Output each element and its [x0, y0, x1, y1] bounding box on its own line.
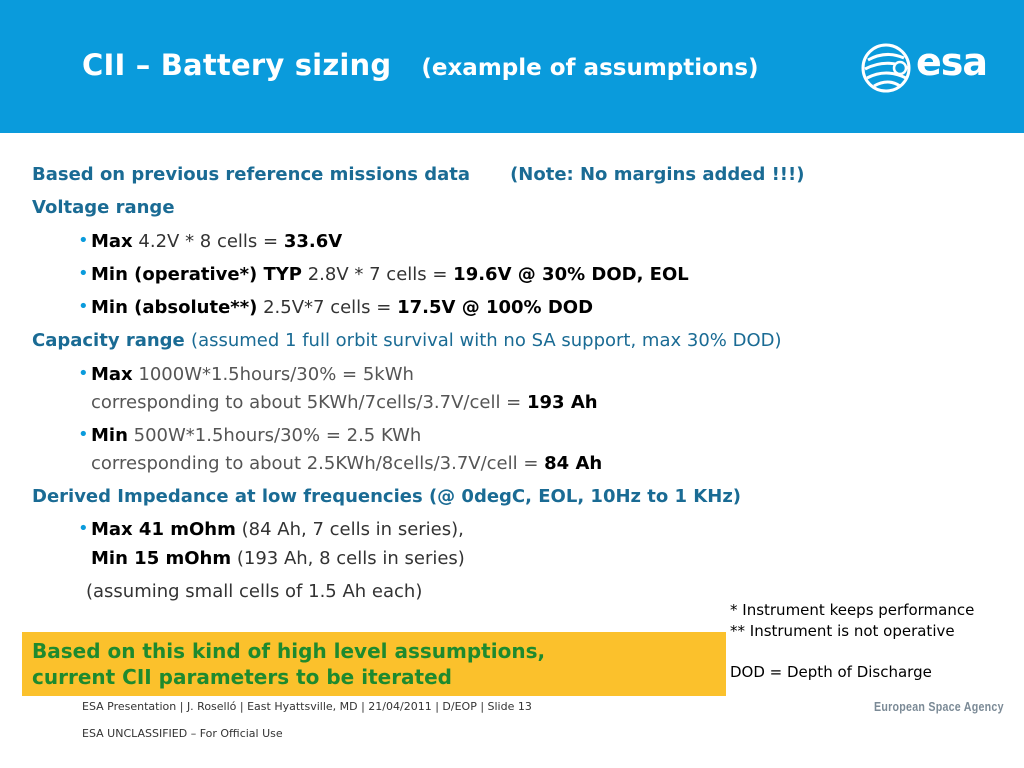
callout-line1: Based on this kind of high level assumptions,: [32, 639, 546, 663]
voltage-min-typ-calc: 2.8V * 7 cells =: [307, 264, 454, 285]
capacity-min-calc: 500W*1.5hours/30% = 2.5 KWh: [133, 425, 422, 446]
intro-line: [32, 164, 804, 185]
voltage-heading: Voltage range: [32, 197, 175, 218]
voltage-min-typ-item: [91, 264, 689, 285]
capacity-min-item: [91, 425, 421, 446]
footer-presentation: ESA Presentation | J. Roselló | East Hyattsville, MD | 21/04/2011 | D/EOP | Slide 13: [82, 700, 532, 713]
esa-logo: [860, 42, 1000, 94]
impedance-heading: Derived Impedance at low frequencies (@ 0degC, EOL, 10Hz to 1 KHz): [32, 486, 742, 507]
voltage-min-abs-calc: 2.5V*7 cells =: [263, 297, 398, 318]
slide-title: [82, 48, 759, 82]
esa-globe-icon: [860, 42, 914, 94]
footer-agency: European Space Agency: [874, 699, 1004, 714]
slide-header: [0, 0, 1024, 133]
title-main: CII – Battery sizing: [82, 48, 392, 82]
voltage-max-result: 33.6V: [283, 231, 343, 252]
intro-text: Based on previous reference missions data: [32, 164, 471, 185]
capacity-heading: Capacity range: [32, 330, 185, 351]
voltage-min-abs-result: 17.5V @ 100% DOD: [397, 297, 594, 318]
impedance-max-item: [91, 519, 464, 540]
voltage-max-label: Max: [91, 231, 133, 252]
voltage-max-item: [91, 231, 342, 252]
intro-note: (Note: No margins added !!!): [510, 164, 805, 185]
capacity-min-corresponding: corresponding to about 2.5KWh/8cells/3.7V/cell =: [91, 453, 545, 474]
capacity-min-line2: [91, 453, 602, 474]
voltage-max-calc: 4.2V * 8 cells =: [138, 231, 284, 252]
footer-classification: ESA UNCLASSIFIED – For Official Use: [82, 727, 283, 740]
impedance-min-note: (193 Ah, 8 cells in series): [236, 548, 465, 569]
callout-line2: current CII parameters to be iterated: [32, 665, 452, 689]
footnote-star2: ** Instrument is not operative: [730, 622, 955, 640]
voltage-min-typ-result: 19.6V @ 30% DOD, EOL: [453, 264, 689, 285]
capacity-max-item: [91, 364, 414, 385]
title-subtitle: (example of assumptions): [421, 55, 759, 81]
voltage-min-abs-item: [91, 297, 593, 318]
conclusion-callout: [22, 632, 726, 696]
impedance-min-label: Min 15 mOhm: [91, 548, 232, 569]
capacity-max-label: Max: [91, 364, 133, 385]
capacity-note: (assumed 1 full orbit survival with no SA support, max 30% DOD): [191, 330, 782, 351]
capacity-max-calc: 1000W*1.5hours/30% = 5kWh: [138, 364, 414, 385]
esa-wordmark: esa: [916, 40, 988, 84]
impedance-assumption: (assuming small cells of 1.5 Ah each): [86, 581, 423, 602]
capacity-min-result: 84 Ah: [544, 453, 603, 474]
impedance-min-item: [91, 548, 465, 569]
impedance-max-label: Max 41 mOhm: [91, 519, 236, 540]
voltage-min-typ-label: Min (operative*) TYP: [91, 264, 302, 285]
capacity-min-label: Min: [91, 425, 128, 446]
capacity-max-result: 193 Ah: [526, 392, 598, 413]
capacity-max-corresponding: corresponding to about 5KWh/7cells/3.7V/cell =: [91, 392, 527, 413]
impedance-max-note: (84 Ah, 7 cells in series),: [241, 519, 464, 540]
capacity-max-line2: [91, 392, 598, 413]
footnote-star1: * Instrument keeps performance: [730, 601, 975, 619]
footnote-dod: DOD = Depth of Discharge: [730, 663, 932, 681]
capacity-line: [32, 330, 782, 351]
voltage-min-abs-label: Min (absolute**): [91, 297, 258, 318]
